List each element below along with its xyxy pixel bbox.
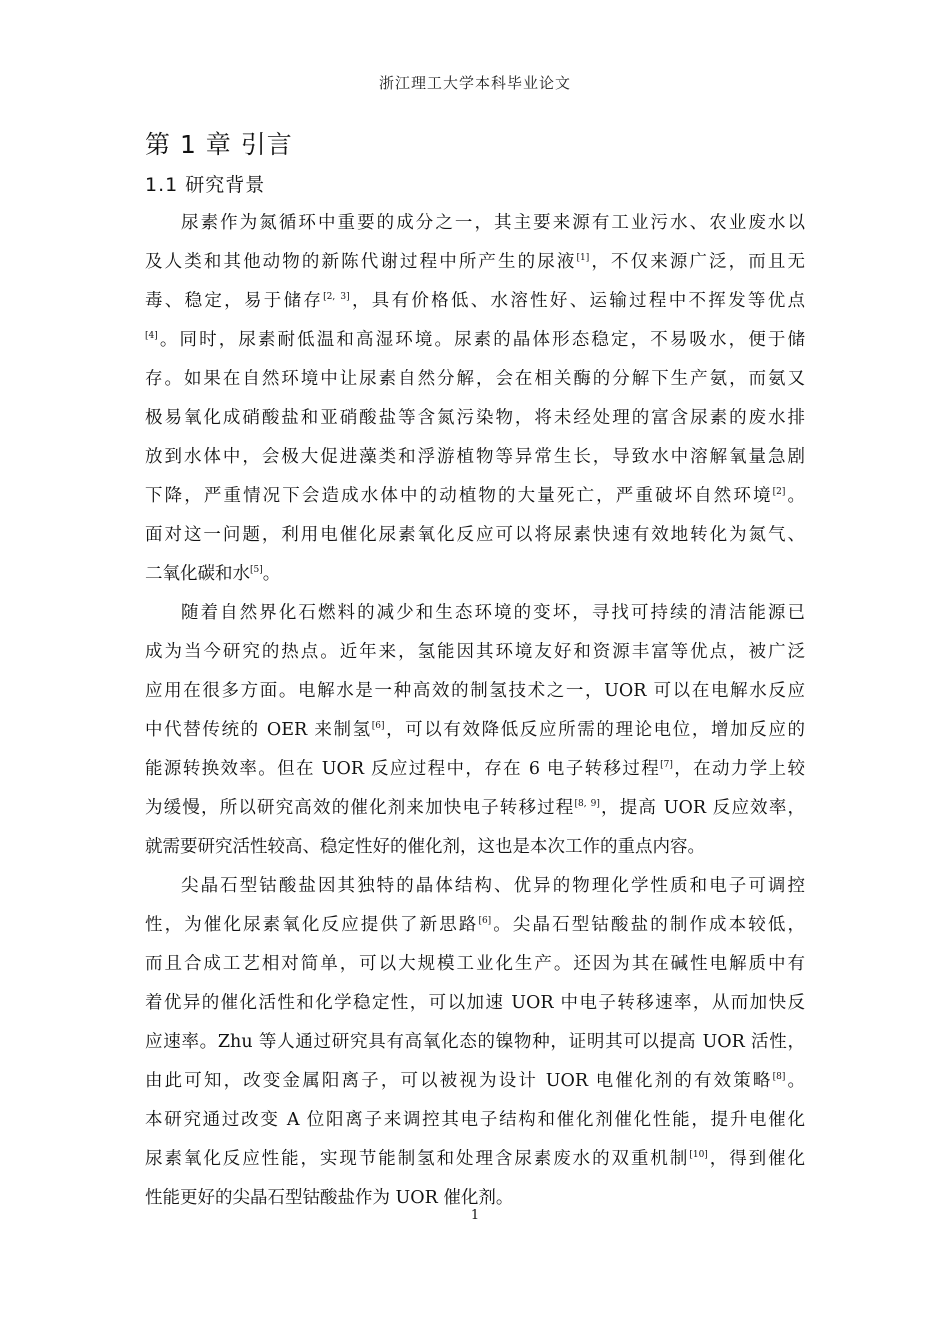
line-text-tail: ，可以有效降低反应所需的理论电位，增加反应的	[384, 720, 805, 740]
paragraph-line	[145, 399, 805, 438]
line-text: 性，为催化尿素氧化反应提供了新思路	[145, 915, 479, 935]
line-text: 由此可知，改变金属阳离子，可以被视为设计 UOR 电催化剂的有效策略	[145, 1071, 773, 1091]
citation-ref: [7]	[660, 760, 673, 770]
section-title: 1.1 研究背景	[145, 174, 266, 196]
page-header: 浙江理工大学本科毕业论文	[378, 74, 571, 92]
line-text: 及人类和其他动物的新陈代谢过程中所产生的尿液	[145, 252, 577, 272]
line-text: 就需要研究活性较高、稳定性好的催化剂，这也是本次工作的重点内容。	[145, 837, 705, 857]
paragraph-line	[145, 243, 805, 282]
citation-ref: [4]	[145, 331, 158, 341]
chapter-title: 第 1 章 引言	[145, 130, 293, 159]
line-text: 面对这一问题，利用电催化尿素氧化反应可以将尿素快速有效地转化为氮气、	[145, 525, 805, 545]
line-text: 为缓慢，所以研究高效的催化剂来加快电子转移过程	[145, 798, 575, 818]
paragraph-line	[145, 594, 805, 633]
paragraph-line	[145, 984, 805, 1023]
line-text-tail: ，具有价格低、水溶性好、运输过程中不挥发等优点	[349, 291, 805, 311]
line-text: 二氧化碳和水	[145, 564, 250, 584]
citation-ref: [2]	[772, 487, 786, 497]
citation-ref: [1]	[576, 253, 590, 263]
paragraph-line	[145, 672, 805, 711]
citation-ref: [8, 9]	[574, 799, 600, 809]
paragraph-line	[145, 1023, 805, 1062]
line-text-tail: ，得到催化	[707, 1149, 806, 1169]
paragraph-line	[145, 906, 805, 945]
line-text: 能源转换效率。但在 UOR 反应过程中，存在 6 电子转移过程	[145, 759, 661, 779]
line-text: 放到水体中，会极大促进藻类和浮游植物等异常生长，导致水中溶解氧量急剧	[145, 447, 805, 467]
paragraph-line	[145, 750, 805, 789]
page-number: 1	[470, 1208, 480, 1223]
paragraph-line	[145, 945, 805, 984]
line-text: 本研究通过改变 A 位阳离子来调控其电子结构和催化剂催化性能，提升电催化	[145, 1110, 805, 1130]
line-text-tail: ，不仅来源广泛，而且无	[589, 252, 805, 272]
paragraph-line	[145, 828, 805, 867]
paragraph-line	[145, 1101, 805, 1140]
line-text: 应速率。Zhu 等人通过研究具有高氧化态的镍物种，证明其可以提高 UOR 活性，	[145, 1032, 805, 1052]
body-text	[145, 204, 805, 1218]
paragraph-line	[145, 1062, 805, 1101]
paragraph-line	[145, 321, 805, 360]
line-text-tail: ，在动力学上较	[672, 759, 805, 779]
line-text: 极易氧化成硝酸盐和亚硝酸盐等含氮污染物，将未经处理的富含尿素的废水排	[145, 408, 805, 428]
citation-ref: [2, 3]	[323, 292, 350, 302]
line-text: 随着自然界化石燃料的减少和生态环境的变坏，寻找可持续的清洁能源已	[181, 603, 805, 623]
paragraph-line	[145, 1140, 805, 1179]
line-text-tail: 。同时，尿素耐低温和高湿环境。尿素的晶体形态稳定，不易吸水，便于储	[157, 330, 805, 350]
line-text: 尖晶石型钴酸盐因其独特的晶体结构、优异的物理化学性质和电子可调控	[181, 876, 805, 896]
paragraph-line	[145, 282, 805, 321]
line-text-tail: ，提高 UOR 反应效率，	[599, 798, 805, 818]
citation-ref: [5]	[250, 565, 263, 575]
paragraph-line	[145, 867, 805, 906]
line-text-tail: 。	[262, 564, 281, 584]
citation-ref: [6]	[478, 916, 492, 926]
paragraph-line	[145, 711, 805, 750]
line-text: 成为当今研究的热点。近年来，氢能因其环境友好和资源丰富等优点，被广泛	[145, 642, 805, 662]
line-text-tail: 。	[785, 486, 806, 506]
citation-ref: [10]	[689, 1150, 708, 1160]
line-text: 应用在很多方面。电解水是一种高效的制氢技术之一，UOR 可以在电解水反应	[145, 681, 805, 701]
paragraph-line	[145, 477, 805, 516]
line-text: 毒、稳定，易于储存	[145, 291, 324, 311]
paragraph-line	[145, 438, 805, 477]
line-text: 尿素氧化反应性能，实现节能制氢和处理含尿素废水的双重机制	[145, 1149, 690, 1169]
line-text: 而且合成工艺相对简单，可以大规模工业化生产。还因为其在碱性电解质中有	[145, 954, 805, 974]
line-text: 下降，严重情况下会造成水体中的动植物的大量死亡，严重破坏自然环境	[145, 486, 773, 506]
citation-ref: [6]	[371, 721, 385, 731]
paragraph-line	[145, 555, 805, 594]
line-text-tail: 。	[785, 1071, 805, 1091]
paragraph-line	[145, 360, 805, 399]
line-text: 着优异的催化活性和化学稳定性，可以加速 UOR 中电子转移速率，从而加快反	[145, 993, 805, 1013]
line-text: 存。如果在自然环境中让尿素自然分解，会在相关酶的分解下生产氨，而氨又	[145, 369, 805, 389]
citation-ref: [8]	[772, 1072, 786, 1082]
paragraph-line	[145, 633, 805, 672]
line-text: 尿素作为氮循环中重要的成分之一，其主要来源有工业污水、农业废水以	[181, 213, 805, 233]
paragraph-line	[145, 204, 805, 243]
line-text: 性能更好的尖晶石型钴酸盐作为 UOR 催化剂。	[145, 1188, 514, 1208]
paragraph-line	[145, 789, 805, 828]
line-text: 中代替传统的 OER 来制氢	[145, 720, 372, 740]
line-text-tail: 。尖晶石型钴酸盐的制作成本较低，	[491, 915, 806, 935]
paragraph-line	[145, 516, 805, 555]
